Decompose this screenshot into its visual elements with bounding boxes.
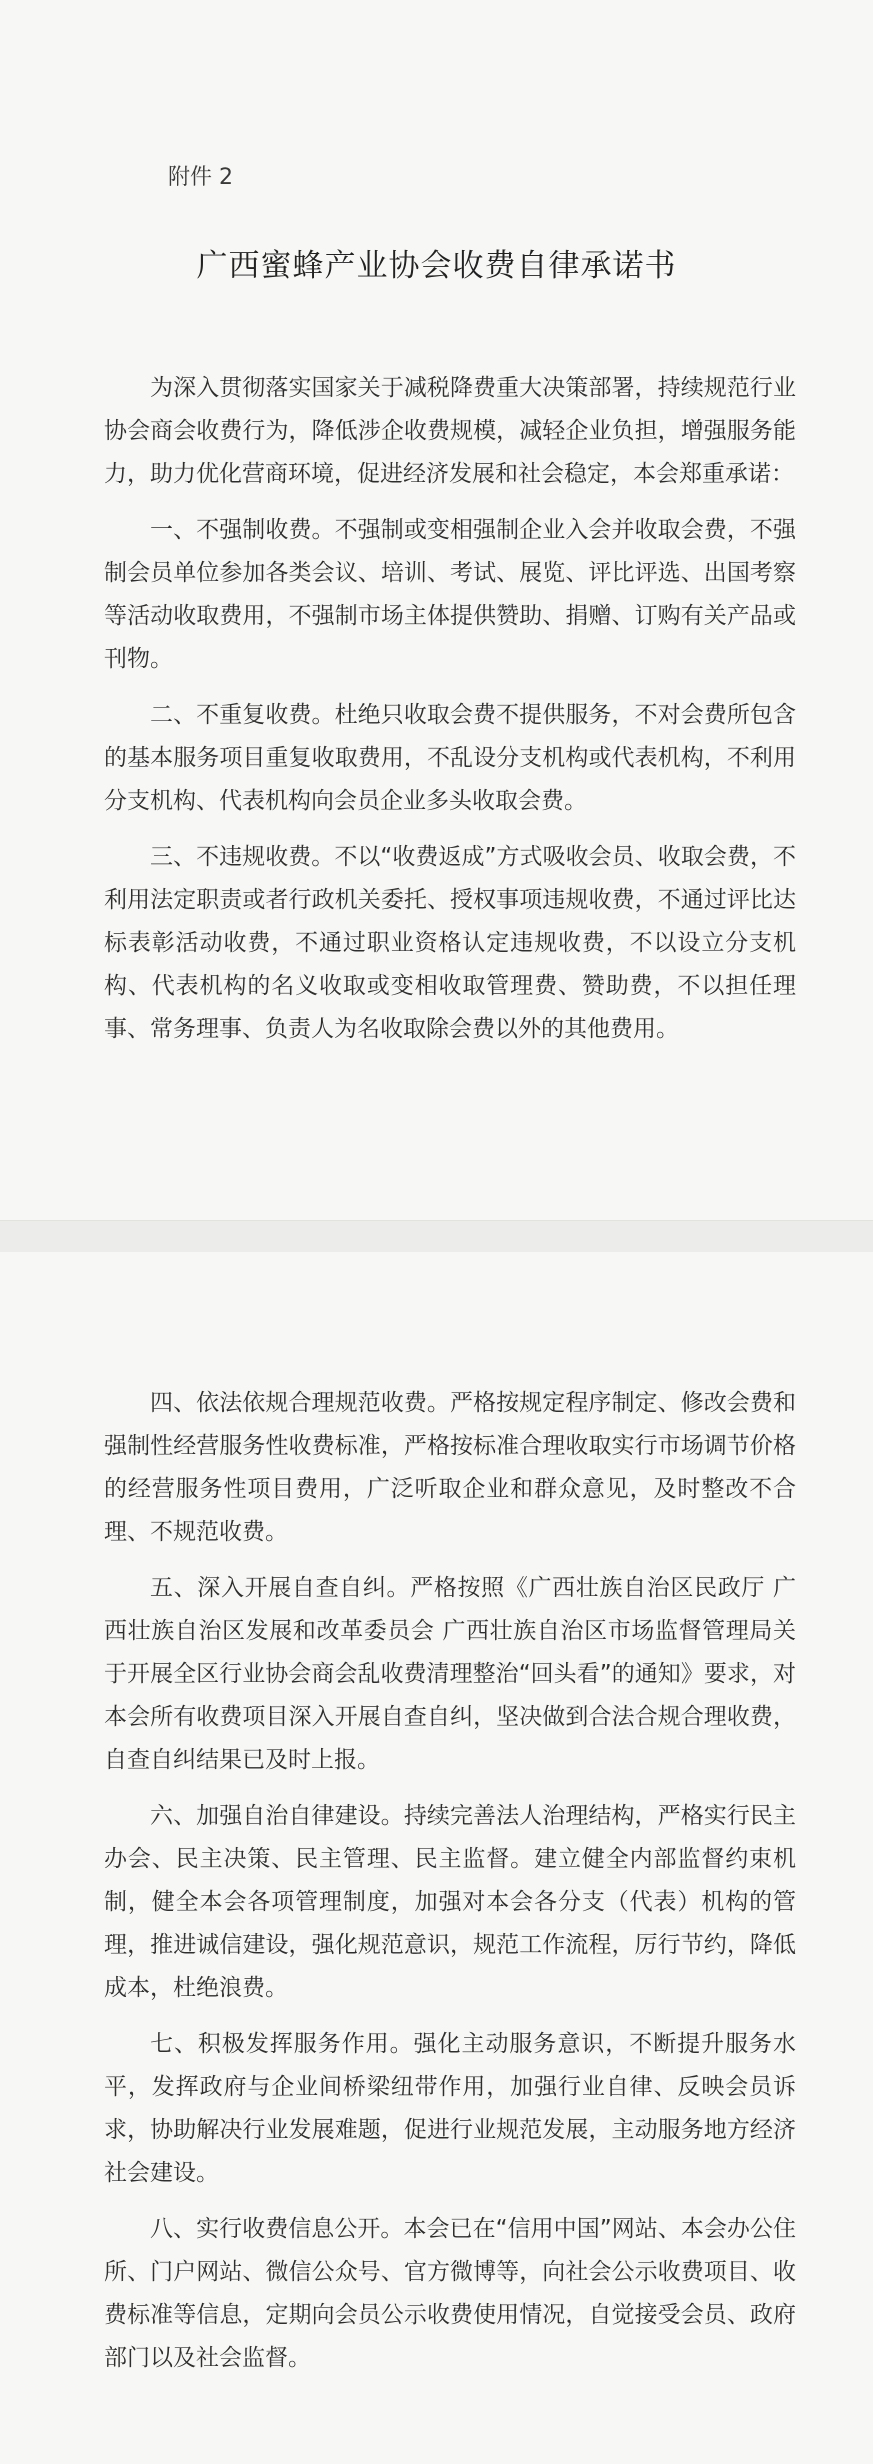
attachment-label: 附件 2 [168,165,233,190]
paragraph-7: 七、积极发挥服务作用。强化主动服务意识，不断提升服务水平，发挥政府与企业间桥梁纽带作用，加强行业自律、反映会员诉求，协助解决行业发展难题，促进行业规范发展，主动服务地方经济社会建设。 [104,2031,796,2186]
page-separator [0,1220,873,1254]
paragraph-2: 二、不重复收费。杜绝只收取会费不提供服务，不对会费所包含的基本服务项目重复收取费用，不乱设分支机构或代表机构，不利用分支机构、代表机构向会员企业多头收取会费。 [104,702,796,814]
paragraph-5: 五、深入开展自查自纠。严格按照《广西壮族自治区民政厅 广西壮族自治区发展和改革委员会 广西壮族自治区市场监督管理局关于开展全区行业协会商会乱收费清理整治“回头看”的通知》要求，对本会所有收费项目深入开展自查自纠，坚决做到合法合规合理收费，自查自纠结果已及时上报。 [104,1575,796,1773]
document-title: 广西蜜蜂产业协会收费自律承诺书 [196,248,677,284]
paragraph-4: 四、依法依规合理规范收费。严格按规定程序制定、修改会费和强制性经营服务性收费标准，严格按标准合理收取实行市场调节价格的经营服务性项目费用，广泛听取企业和群众意见，及时整改不合理、不规范收费。 [104,1390,796,1545]
document-page-2 [0,1252,873,2464]
page-2-body [104,1382,796,2393]
paragraph-3: 三、不违规收费。不以“收费返成”方式吸收会员、收取会费，不利用法定职责或者行政机关委托、授权事项违规收费，不通过评比达标表彰活动收费，不通过职业资格认定违规收费，不以设立分支机构、代表机构的名义收取或变相收取管理费、赞助费，不以担任理事、常务理事、负责人为名收取除会费以外的其他费用。 [104,844,796,1042]
page-1-body [104,367,796,1064]
paragraph-1: 一、不强制收费。不强制或变相强制企业入会并收取会费，不强制会员单位参加各类会议、培训、考试、展览、评比评选、出国考察等活动收取费用，不强制市场主体提供赞助、捐赠、订购有关产品或刊物。 [104,517,796,672]
paragraph-intro: 为深入贯彻落实国家关于减税降费重大决策部署，持续规范行业协会商会收费行为，降低涉企收费规模，减轻企业负担，增强服务能力，助力优化营商环境，促进经济发展和社会稳定，本会郑重承诺： [104,375,796,487]
paragraph-8: 八、实行收费信息公开。本会已在“信用中国”网站、本会办公住所、门户网站、微信公众号、官方微博等，向社会公示收费项目、收费标准等信息，定期向会员公示收费使用情况，自觉接受会员、政府部门以及社会监督。 [104,2216,796,2371]
document-page-1 [0,0,873,1220]
paragraph-6: 六、加强自治自律建设。持续完善法人治理结构，严格实行民主办会、民主决策、民主管理、民主监督。建立健全内部监督约束机制，健全本会各项管理制度，加强对本会各分支（代表）机构的管理，推进诚信建设，强化规范意识，规范工作流程，厉行节约，降低成本，杜绝浪费。 [104,1803,796,2001]
